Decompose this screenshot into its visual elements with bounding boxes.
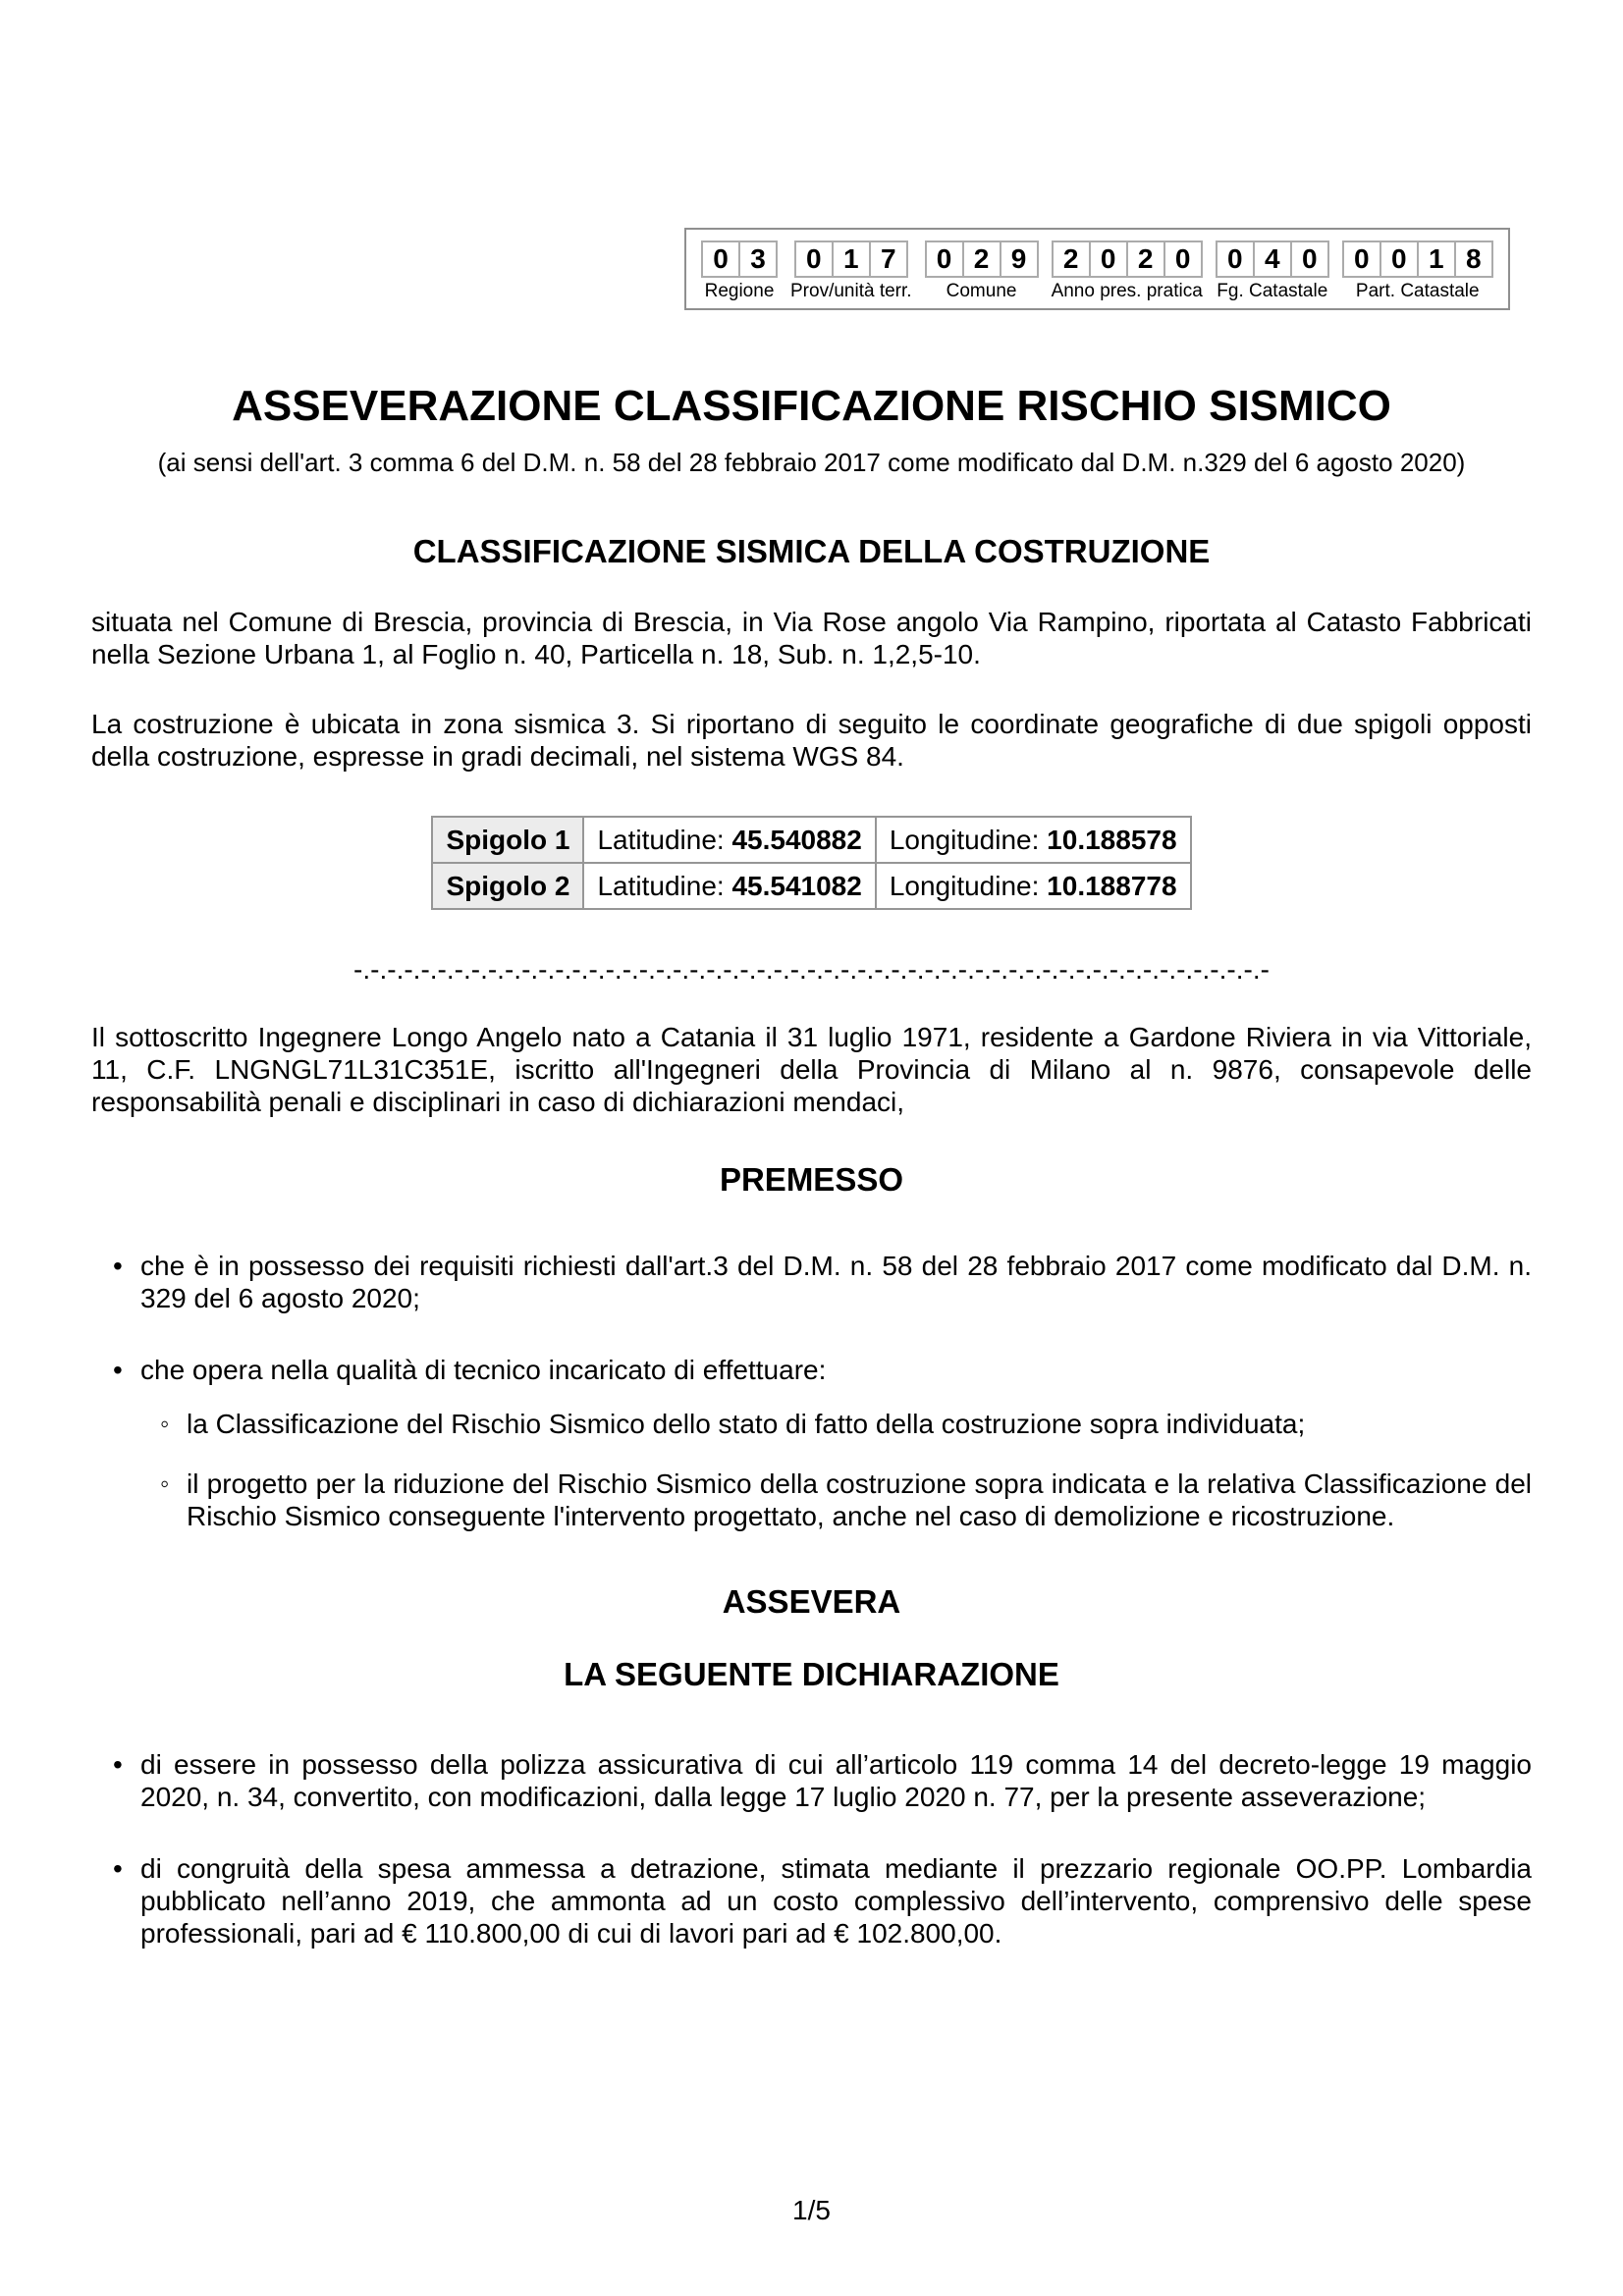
page-subtitle: (ai sensi dell'art. 3 comma 6 del D.M. n. 58 del 28 febbraio 2017 come modificato dal D.M. n.329 del 6 agosto 2020) bbox=[157, 447, 1466, 477]
bullet-text: di congruità della spesa ammessa a detrazione, stimata mediante il prezzario regionale OO.PP. Lombardia pubblicato nell’anno 2019, che ammonta ad un costo complessivo dell’intervento, comprensivo delle spese professionali, pari ad € 110.800,00 di cui di lavori pari ad € 102.800,00. bbox=[140, 1853, 1532, 1949]
digit-cell: 0 bbox=[1292, 240, 1329, 278]
bullet-text: che è in possesso dei requisiti richiesti dall'art.3 del D.M. n. 58 del 28 febbraio 2017 come modificato dal D.M. n. 329 del 6 agosto 2020; bbox=[140, 1251, 1532, 1314]
list-item bbox=[91, 1852, 1532, 1949]
list-item bbox=[91, 1748, 1532, 1813]
digit-cell: 1 bbox=[834, 240, 871, 278]
latitude-value: 45.540882 bbox=[731, 825, 862, 856]
digit-cell: 0 bbox=[1091, 240, 1128, 278]
sub-bullet-text: la Classificazione del Rischio Sismico dello stato di fatto della costruzione sopra individuata; bbox=[187, 1409, 1306, 1440]
code-cells bbox=[794, 240, 908, 278]
code-cells bbox=[1342, 240, 1493, 278]
code-group-particella-catastale bbox=[1342, 240, 1493, 302]
sub-bullet-text: il progetto per la riduzione del Rischio Sismico della costruzione sopra indicata e la relativa Classificazione del Rischio Sismico conseguente l'intervento progettato, anche nel caso di demolizione e ricostruzione. bbox=[187, 1468, 1532, 1532]
longitude-label: Longitudine: bbox=[889, 825, 1040, 856]
page-number: 1/5 bbox=[792, 2195, 831, 2225]
longitude-label: Longitudine: bbox=[889, 871, 1040, 902]
declarant-paragraph: Il sottoscritto Ingegnere Longo Angelo nato a Catania il 31 luglio 1971, residente a Gardone Riviera in via Vittoriale, 11, C.F. LNGNGL71L31C351E, iscritto all'Ingegneri della Provincia di Milano al n. 9876, consapevole delle responsabilità penali e disciplinari in caso di dichiarazioni mendaci, bbox=[91, 1022, 1532, 1118]
practice-code-box bbox=[684, 228, 1510, 310]
sub-list-item bbox=[91, 1408, 1532, 1440]
location-paragraph: situata nel Comune di Brescia, provincia di Brescia, in Via Rose angolo Via Rampino, riportata al Catasto Fabbricati nella Sezione Urbana 1, al Foglio n. 40, Particella n. 18, Sub. n. 1,2,5-10. bbox=[91, 607, 1532, 670]
sub-bullet-marker: ◦ bbox=[160, 1409, 170, 1439]
digit-cell: 8 bbox=[1456, 240, 1493, 278]
digit-cell: 2 bbox=[1128, 240, 1165, 278]
list-item bbox=[91, 1250, 1532, 1314]
table-row bbox=[432, 817, 1190, 863]
list-item bbox=[91, 1354, 1532, 1386]
digit-cell: 7 bbox=[871, 240, 908, 278]
bullet-marker: • bbox=[113, 1749, 123, 1781]
digit-cell: 0 bbox=[794, 240, 834, 278]
digit-cell: 0 bbox=[701, 240, 740, 278]
digit-cell: 3 bbox=[740, 240, 778, 278]
table-row bbox=[432, 863, 1190, 909]
code-group-label: Regione bbox=[704, 281, 775, 301]
bullet-marker: • bbox=[113, 1853, 123, 1885]
code-cells bbox=[701, 240, 778, 278]
code-group-label: Fg. Catastale bbox=[1217, 281, 1328, 301]
heading-seguente-dichiarazione: LA SEGUENTE DICHIARAZIONE bbox=[564, 1656, 1059, 1693]
digit-cell: 2 bbox=[1052, 240, 1091, 278]
code-group-anno bbox=[1052, 240, 1203, 302]
digit-cell: 0 bbox=[925, 240, 964, 278]
latitude-label: Latitudine: bbox=[597, 825, 725, 856]
coordinates-table-wrapper bbox=[0, 816, 1623, 910]
corner-cell: Spigolo 2 bbox=[432, 863, 583, 909]
code-group-label: Comune bbox=[946, 281, 1017, 301]
code-cells bbox=[1052, 240, 1203, 278]
digit-cell: 0 bbox=[1342, 240, 1381, 278]
latitude-cell bbox=[583, 863, 875, 909]
digit-cell: 1 bbox=[1419, 240, 1456, 278]
latitude-value: 45.541082 bbox=[731, 871, 862, 902]
code-group-label: Prov/unità terr. bbox=[790, 281, 912, 301]
longitude-cell bbox=[876, 817, 1191, 863]
latitude-cell bbox=[583, 817, 875, 863]
digit-cell: 9 bbox=[1001, 240, 1039, 278]
code-group-regione bbox=[701, 240, 778, 302]
heading-classificazione-sismica: CLASSIFICAZIONE SISMICA DELLA COSTRUZIONE bbox=[412, 533, 1211, 570]
code-group-provincia bbox=[790, 240, 912, 302]
heading-assevera: ASSEVERA bbox=[722, 1583, 901, 1621]
seismic-zone-paragraph: La costruzione è ubicata in zona sismica 3. Si riportano di seguito le coordinate geografiche di due spigoli opposti della costruzione, espresse in gradi decimali, nel sistema WGS 84. bbox=[91, 709, 1532, 773]
code-cells bbox=[1216, 240, 1329, 278]
code-group-comune bbox=[925, 240, 1039, 302]
code-cells bbox=[925, 240, 1039, 278]
latitude-label: Latitudine: bbox=[597, 871, 725, 902]
dashed-separator: -.-.-.-.-.-.-.-.-.-.-.-.-.-.-.-.-.-.-.-.-.-.-.-.-.-.-.-.-.-.-.-.-.-.-.-.-.-.-.-.-.-.-.-.-.-.-.-.-.-.-.-.-.-.- bbox=[353, 954, 1270, 986]
heading-premesso: PREMESSO bbox=[719, 1161, 904, 1199]
longitude-value: 10.188578 bbox=[1047, 825, 1177, 856]
page-title: ASSEVERAZIONE CLASSIFICAZIONE RISCHIO SISMICO bbox=[232, 382, 1391, 430]
bullet-text: che opera nella qualità di tecnico incaricato di effettuare: bbox=[140, 1355, 827, 1386]
sub-bullet-marker: ◦ bbox=[160, 1468, 170, 1499]
bullet-text: di essere in possesso della polizza assicurativa di cui all’articolo 119 comma 14 del decreto-legge 19 maggio 2020, n. 34, convertito, con modificazioni, dalla legge 17 luglio 2020 n. 77, per la presente asseverazione; bbox=[140, 1749, 1532, 1813]
digit-cell: 2 bbox=[964, 240, 1001, 278]
code-group-label: Part. Catastale bbox=[1355, 281, 1480, 301]
coordinates-table bbox=[431, 816, 1191, 910]
sub-list-item bbox=[91, 1468, 1532, 1532]
longitude-value: 10.188778 bbox=[1047, 871, 1177, 902]
longitude-cell bbox=[876, 863, 1191, 909]
digit-cell: 4 bbox=[1255, 240, 1292, 278]
digit-cell: 0 bbox=[1216, 240, 1255, 278]
digit-cell: 0 bbox=[1165, 240, 1203, 278]
digit-cell: 0 bbox=[1381, 240, 1419, 278]
corner-cell: Spigolo 1 bbox=[432, 817, 583, 863]
code-group-label: Anno pres. pratica bbox=[1051, 281, 1203, 301]
bullet-marker: • bbox=[113, 1251, 123, 1282]
bullet-marker: • bbox=[113, 1355, 123, 1386]
code-group-foglio-catastale bbox=[1216, 240, 1329, 302]
